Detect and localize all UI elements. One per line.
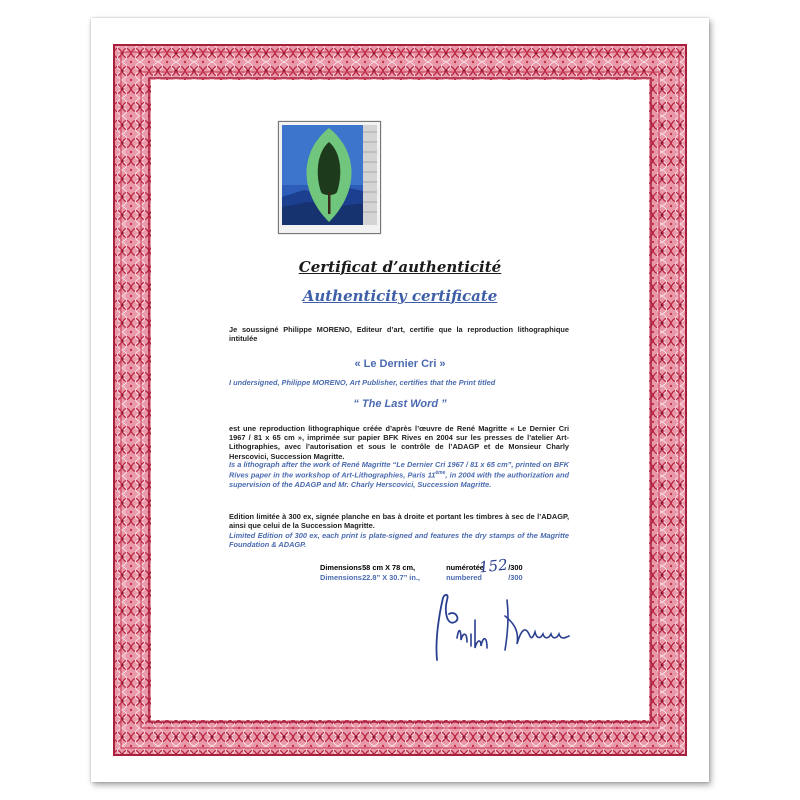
edition-total-english: /300 — [508, 572, 523, 582]
body-english-part1: Is a lithograph after the work of René Magritte “Le Dernier Cri 1967 / 81 x 65 cm”, printed on BFK Rives paper in the workshop of Art-Lithographies, Paris 11 — [229, 460, 569, 480]
dimensions-label-english: Dimensions — [320, 572, 362, 582]
numbered-label-english: numbered — [446, 572, 482, 582]
artwork-thumbnail — [278, 121, 381, 234]
body-english — [229, 460, 569, 489]
edition-english: Limited Edition of 300 ex, each print is plate-signed and features the dry stamps of the Magritte Foundation & ADAGP. — [229, 531, 569, 550]
body-english-part2: , in 2004 with the authorization and supervision of the ADAGP and Mr. Charly Herscovici, Succession Magritte. — [229, 470, 569, 489]
edition-total-french: /300 — [508, 563, 523, 572]
intro-french: Je soussigné Philippe MORENO, Editeur d’art, certifie que la reproduction lithographique intitulée — [229, 325, 569, 344]
edition-french: Edition limitée à 300 ex, signée planche en bas à droite et portant les timbres à sec de l’ADAGP, ainsi que celui de la Succession Magritte. — [229, 512, 569, 531]
handwritten-edition-number: 152 — [478, 555, 509, 577]
dimensions-value-english: 22.8” X 30.7” in., — [362, 572, 420, 582]
dimensions-label-french: Dimensions — [320, 563, 362, 572]
dimensions-value-french: 58 cm X 78 cm, — [362, 563, 416, 572]
numbered-label-french: numérotée — [446, 563, 484, 572]
body-french: est une reproduction lithographique créée d’après l’œuvre de René Magritte « Le Dernier Cri 1967 / 81 x 65 cm », imprimée sur papier BFK Rives en 2004 sur les presses de l’atelier Art-Lithographies, avec l’autorisation et sous le contrôle de l’ADAGP et de Monsieur Charly Herscovici, Succession Magritte. — [229, 424, 569, 461]
title-french: Certificat d’authenticité — [298, 258, 502, 276]
work-title-french: « Le Dernier Cri » — [354, 358, 446, 370]
body-english-superscript: ème — [435, 470, 446, 477]
handwritten-signature — [425, 590, 585, 670]
title-english: Authenticity certificate — [302, 287, 498, 305]
work-title-english: “ The Last Word ” — [353, 398, 447, 410]
intro-english: I undersigned, Philippe MORENO, Art Publisher, certifies that the Print titled — [229, 378, 496, 387]
